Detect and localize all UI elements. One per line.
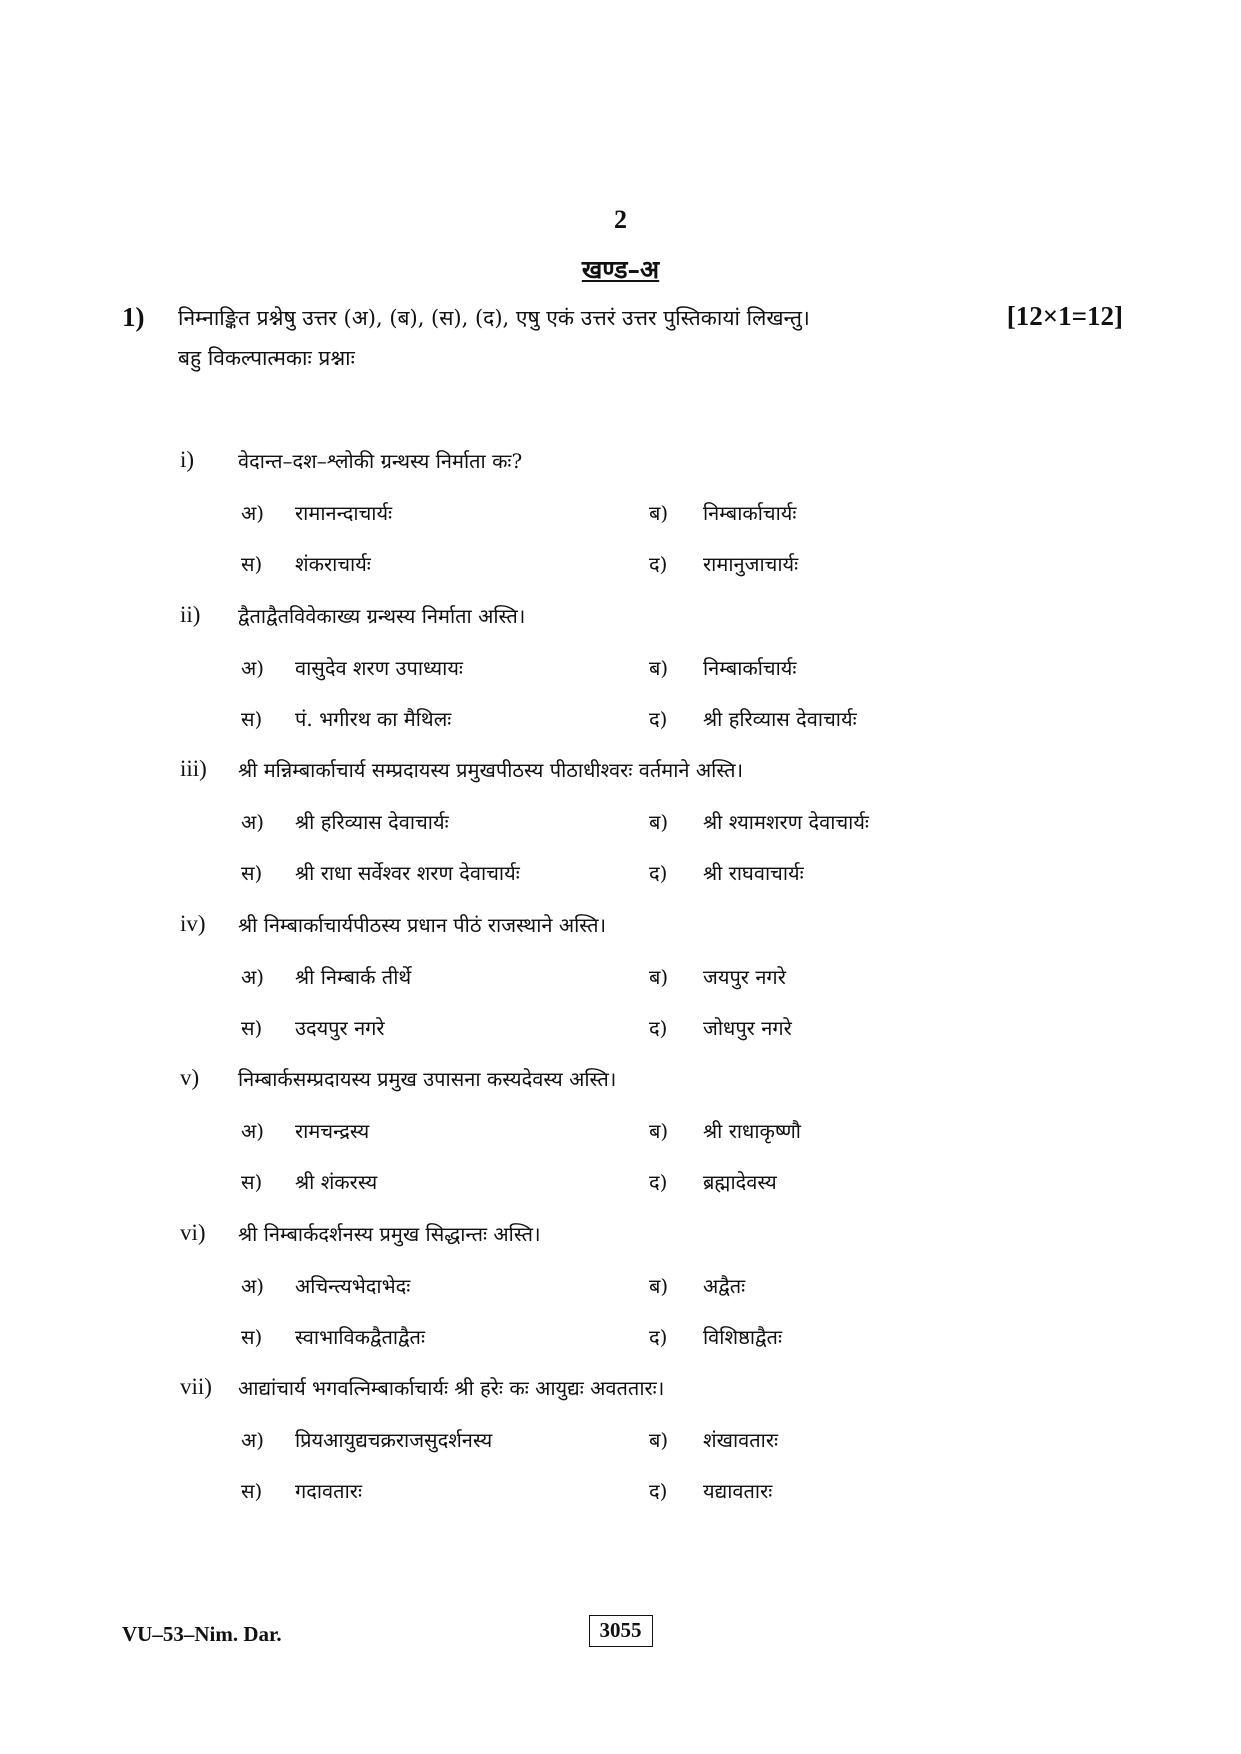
- footer-page-code: 3055: [589, 1615, 653, 1647]
- option-marker: अ): [241, 964, 265, 989]
- option-text: शंखावतारः: [703, 1428, 779, 1452]
- option-text: शंकराचार्यः: [295, 552, 371, 576]
- question-roman-number: v): [180, 1065, 200, 1090]
- option-marker: ब): [649, 655, 669, 680]
- option-text: वासुदेव शरण उपाध्यायः: [295, 655, 463, 680]
- marks-allocation: [12×1=12]: [1006, 301, 1123, 331]
- option-text: रामानन्दाचार्यः: [295, 501, 393, 525]
- option-marker: ब): [649, 1273, 669, 1298]
- option-marker: द): [649, 1015, 668, 1040]
- option-text: जोधपुर नगरे: [703, 1015, 792, 1040]
- option-marker: स): [241, 861, 263, 885]
- option-text: रामानुजाचार्यः: [703, 552, 799, 576]
- option-marker: ब): [649, 1428, 669, 1452]
- question-text: श्री निम्बार्कदर्शनस्य प्रमुख सिद्धान्तः अस्ति।: [238, 1221, 541, 1246]
- option-text: ब्रह्मादेवस्य: [703, 1170, 777, 1194]
- question-roman-number: iii): [180, 756, 207, 781]
- option-marker: अ): [241, 810, 265, 834]
- option-marker: द): [649, 1479, 668, 1503]
- option-text: अचिन्त्यभेदाभेदः: [295, 1273, 411, 1298]
- section-title: खण्ड–अ: [581, 255, 660, 284]
- question-roman-number: i): [180, 447, 195, 472]
- option-marker: अ): [241, 1273, 265, 1298]
- option-text: श्री राधा सर्वेश्वर शरण देवाचार्यः: [295, 861, 520, 885]
- page-number: 2: [614, 205, 627, 234]
- option-marker: ब): [649, 1119, 669, 1143]
- question-roman-number: vi): [180, 1219, 206, 1245]
- question-roman-number: iv): [180, 910, 206, 936]
- option-text: गदावतारः: [295, 1479, 362, 1503]
- option-text: श्री राधाकृष्णौ: [703, 1119, 801, 1143]
- option-text: उदयपुर नगरे: [295, 1015, 385, 1040]
- option-marker: ब): [649, 810, 669, 834]
- question-roman-number: ii): [180, 601, 201, 627]
- option-text: श्री राघवाचार्यः: [703, 861, 804, 885]
- option-marker: अ): [241, 1428, 265, 1452]
- question-text: श्री निम्बार्काचार्यपीठस्य प्रधान पीठं राजस्थाने अस्ति।: [238, 912, 607, 937]
- option-marker: द): [649, 552, 668, 576]
- option-marker: स): [241, 1015, 263, 1040]
- option-marker: द): [649, 1324, 668, 1349]
- option-text: श्री हरिव्यास देवाचार्यः: [295, 810, 449, 834]
- option-marker: स): [241, 1170, 263, 1194]
- option-text: श्री हरिव्यास देवाचार्यः: [703, 706, 857, 731]
- option-marker: ब): [649, 501, 669, 525]
- option-text: जयपुर नगरे: [703, 964, 786, 989]
- question-roman-number: vii): [180, 1374, 212, 1399]
- question-text: द्वैताद्वैतविवेकाख्य ग्रन्थस्य निर्माता अस्ति।: [238, 603, 526, 628]
- option-marker: अ): [241, 1119, 265, 1143]
- question-text: निम्बार्कसम्प्रदायस्य प्रमुख उपासना कस्यदेवस्य अस्ति।: [238, 1067, 617, 1091]
- option-marker: द): [649, 706, 668, 731]
- option-text: अद्वैतः: [703, 1273, 746, 1298]
- option-text: श्री निम्बार्क तीर्थे: [295, 964, 412, 989]
- instruction-line-1: निम्नाङ्कित प्रश्नेषु उत्तर (अ), (ब), (स), (द), एषु एकं उत्तरं उत्तर पुस्तिकायां लिखन्तु।: [178, 306, 810, 330]
- option-text: प्रियआयुद्यचक्रराजसुदर्शनस्य: [295, 1428, 493, 1452]
- option-marker: स): [241, 1479, 263, 1503]
- question-text: आद्यांचार्य भगवत्निम्बार्काचार्यः श्री हरेः कः आयुद्यः अवततारः।: [238, 1376, 665, 1400]
- option-text: निम्बार्काचार्यः: [703, 655, 797, 680]
- option-marker: द): [649, 1170, 668, 1194]
- option-text: विशिष्ठाद्वैतः: [703, 1324, 782, 1349]
- option-text: श्री श्यामशरण देवाचार्यः: [703, 810, 869, 834]
- option-text: निम्बार्काचार्यः: [703, 501, 797, 525]
- question-number: 1): [122, 302, 145, 332]
- question-text: वेदान्त–दश–श्लोकी ग्रन्थस्य निर्माता कः?: [238, 449, 523, 473]
- option-marker: द): [649, 861, 668, 885]
- option-marker: अ): [241, 501, 265, 525]
- instruction-line-2: बहु विकल्पात्मकाः प्रश्नाः: [178, 346, 355, 370]
- option-marker: स): [241, 1324, 263, 1349]
- option-text: यद्यावतारः: [703, 1479, 773, 1503]
- option-text: पं. भगीरथ का मैथिलः: [295, 706, 452, 731]
- option-text: रामचन्द्रस्य: [295, 1119, 370, 1143]
- option-marker: अ): [241, 655, 265, 680]
- option-text: स्वाभाविकद्वैताद्वैतः: [295, 1324, 425, 1349]
- footer-code: VU–53–Nim. Dar.: [122, 1622, 282, 1646]
- option-marker: ब): [649, 964, 669, 989]
- option-marker: स): [241, 552, 263, 576]
- option-text: श्री शंकरस्य: [295, 1170, 378, 1194]
- question-text: श्री मन्निम्बार्काचार्य सम्प्रदायस्य प्रमुखपीठस्य पीठाधीश्वरः वर्तमाने अस्ति।: [238, 758, 744, 782]
- option-marker: स): [241, 706, 263, 731]
